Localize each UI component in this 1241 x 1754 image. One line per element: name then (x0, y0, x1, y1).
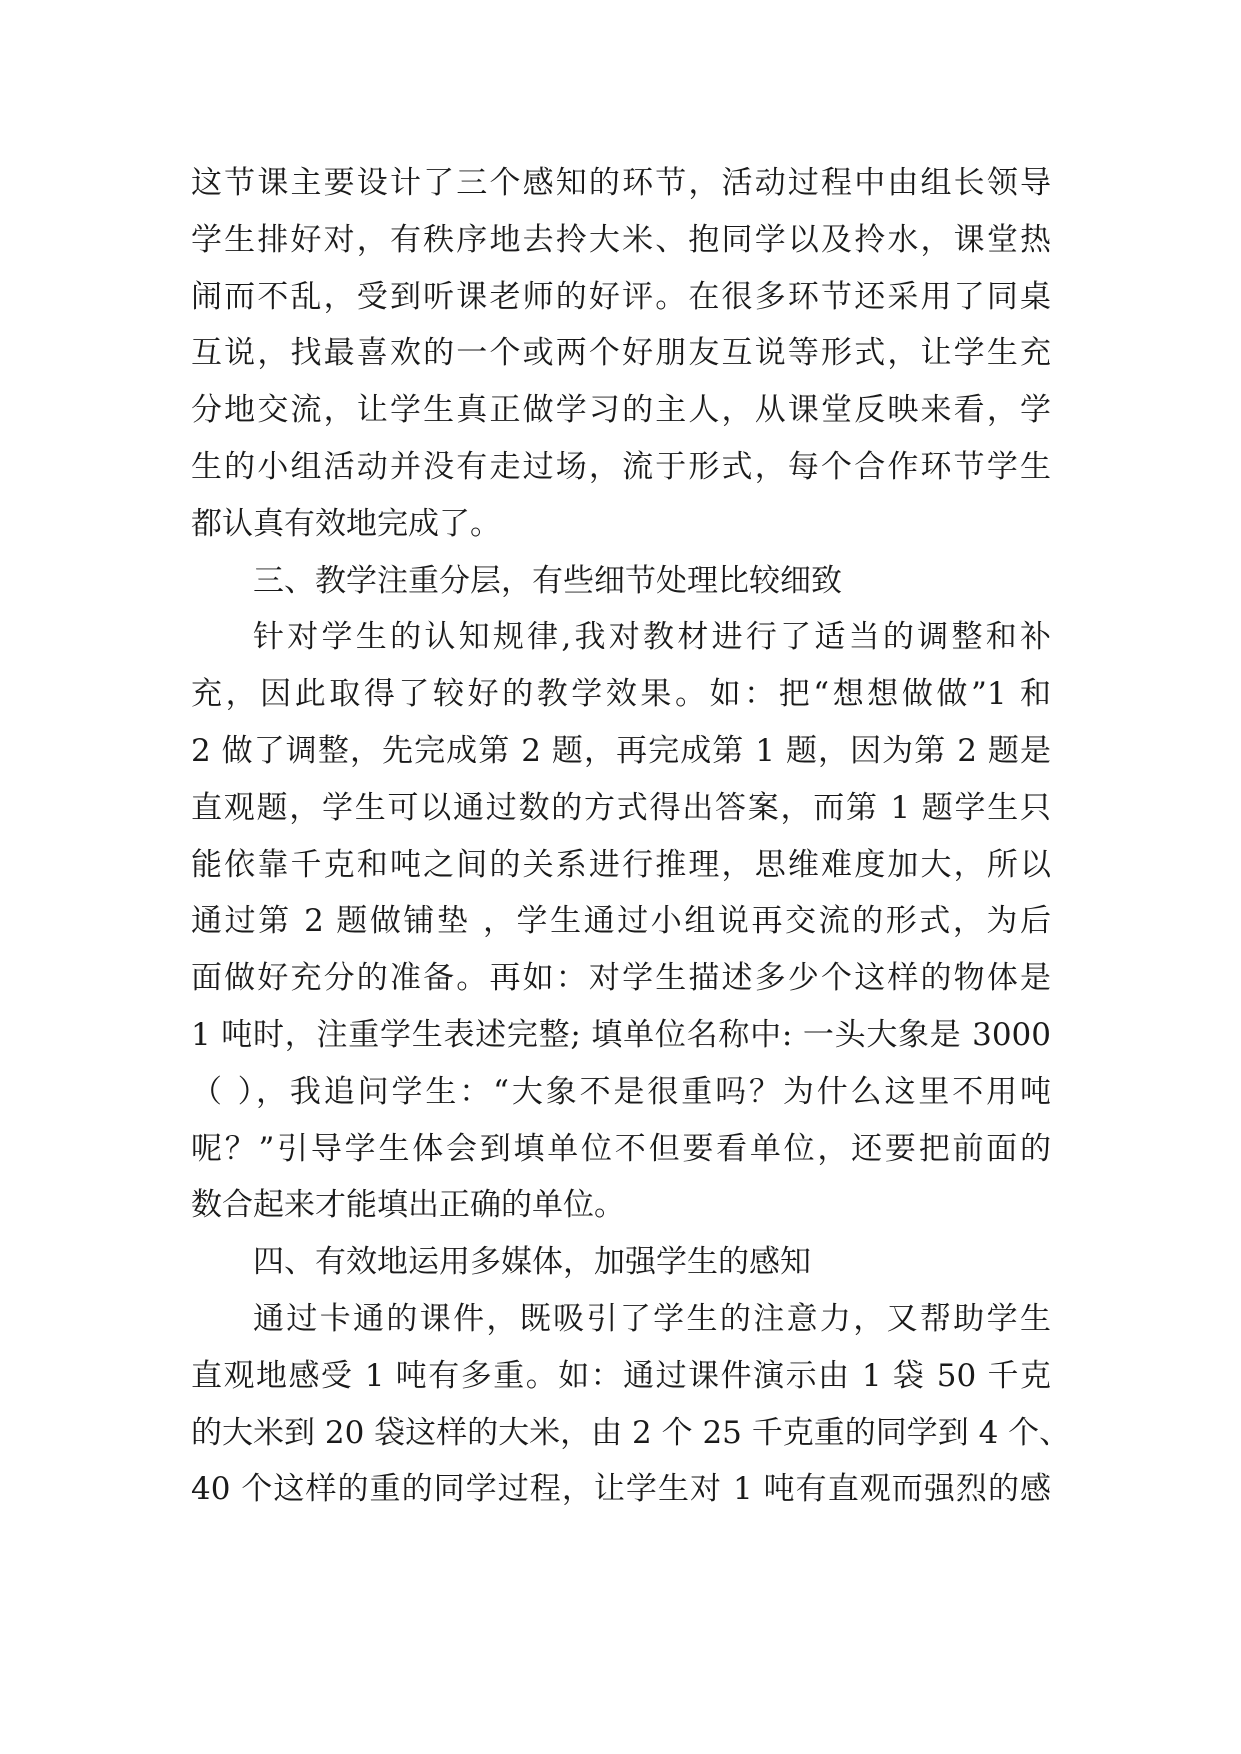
text-line: 1 吨时，注重学生表述完整; 填单位名称中: 一头大象是 3000 (191, 1016, 1051, 1053)
text-line: 的大米到 20 袋这样的大米，由 2 个 25 千克重的同学到 4 个、 (191, 1414, 1071, 1451)
text-line: 分地交流，让学生真正做学习的主人，从课堂反映来看，学 (191, 392, 1051, 429)
text-line: 面做好充分的准备。再如：对学生描述多少个这样的物体是 (191, 960, 1051, 997)
text-line: 闹而不乱，受到听课老师的好评。在很多环节还采用了同桌 (191, 278, 1051, 315)
text-line: 针对学生的认知规律,我对教材进行了适当的调整和补 (253, 619, 1051, 656)
text-line: 数合起来才能填出正确的单位。 (191, 1187, 625, 1224)
section-heading: 四、有效地运用多媒体，加强学生的感知 (253, 1244, 811, 1281)
text-line: 通过卡通的课件，既吸引了学生的注意力，又帮助学生 (253, 1300, 1051, 1337)
text-line: 2 做了调整，先完成第 2 题，再完成第 1 题，因为第 2 题是 (191, 732, 1051, 769)
text-line: 直观题，学生可以通过数的方式得出答案，而第 1 题学生只 (191, 789, 1051, 826)
text-line: 直观地感受 1 吨有多重。如：通过课件演示由 1 袋 50 千克 (191, 1357, 1051, 1394)
text-line: 充，因此取得了较好的教学效果。如：把“想想做做”1 和 (191, 676, 1051, 713)
text-line: 呢？”引导学生体会到填单位不但要看单位，还要把前面的 (191, 1130, 1051, 1167)
text-line: 互说，找最喜欢的一个或两个好朋友互说等形式，让学生充 (191, 335, 1051, 372)
section-heading: 三、教学注重分层，有些细节处理比较细致 (253, 562, 842, 599)
text-line: 都认真有效地完成了。 (191, 505, 501, 542)
text-line: 生的小组活动并没有走过场，流于形式，每个合作环节学生 (191, 448, 1051, 485)
text-line: 能依靠千克和吨之间的关系进行推理，思维难度加大，所以 (191, 846, 1051, 883)
text-line: 40 个这样的重的同学过程，让学生对 1 吨有直观而强烈的感 (191, 1471, 1051, 1508)
text-line: 这节课主要设计了三个感知的环节，活动过程中由组长领导 (191, 165, 1051, 201)
body-text (191, 155, 1071, 1518)
text-line: 学生排好对，有秩序地去拎大米、抱同学以及拎水，课堂热 (191, 221, 1051, 258)
text-line: 通过第 2 题做铺垫 ，学生通过小组说再交流的形式，为后 (191, 903, 1051, 940)
text-line: （ ），我追问学生：“大象不是很重吗？为什么这里不用吨 (191, 1073, 1051, 1110)
